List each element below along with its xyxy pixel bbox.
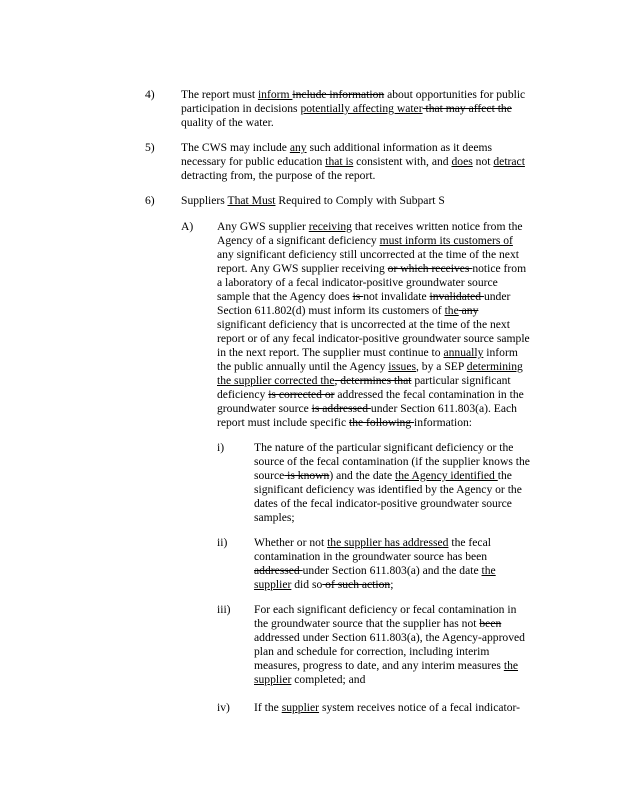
inserted-text: must inform its customers of [379,234,513,247]
inserted-text: any [289,141,307,154]
text-run: information: [414,416,473,429]
text-line [217,304,530,318]
inserted-text: That Must [227,194,276,207]
text-run: the fecal [448,536,491,549]
text-line [181,169,525,183]
text-run: consistent with, and [353,155,452,168]
item-text [181,88,525,130]
text-run: under [483,290,511,303]
text-run: detracting from, the purpose of the report. [181,169,376,182]
text-run: completed; and [291,673,366,686]
text-run: system receives notice of a fecal indicator- [319,701,521,714]
inserted-text: the supplier corrected the [217,374,335,387]
inserted-text: annually [443,346,484,359]
text-line [217,374,530,388]
inserted-text: supplier [281,701,320,714]
text-line [217,360,530,374]
text-line [254,511,530,525]
text-run: quality of the water. [181,116,274,129]
deleted-text: or which receives [387,262,473,275]
inserted-text: the [444,304,459,317]
text-run: report or of any fecal indicator-positive groundwater source sample [217,332,530,345]
text-run: not [472,155,494,168]
text-run: ) and the date [329,469,396,482]
deleted-text: the following [349,416,415,429]
text-line [217,290,530,304]
text-run: Whether or not [254,536,328,549]
deleted-text: is corrected or [268,388,335,401]
inserted-text: supplier [254,673,292,686]
text-run: in the next report. The supplier must continue to [217,346,444,359]
deleted-text: addressed [254,564,303,577]
text-line [181,88,525,102]
text-line [254,617,525,631]
text-run: deficiency [217,388,269,401]
inserted-text: receiving [308,220,352,233]
text-line [181,194,445,208]
text-line [217,332,530,346]
deleted-text: of such action [322,578,391,591]
item-text [181,141,525,183]
inserted-text: issues [388,360,416,373]
text-run: inform [483,346,518,359]
text-run: samples; [254,511,295,524]
text-line [181,155,525,169]
item-text [254,701,520,715]
inserted-text: potentially affecting water [300,102,423,115]
deleted-text: invalidated [429,290,484,303]
text-run: Suppliers [181,194,228,207]
inserted-text: the supplier has addressed [327,536,449,549]
text-line [254,701,520,715]
text-run: Agency of a significant deficiency [217,234,380,247]
text-line [217,262,530,276]
deleted-text: any [458,304,479,317]
deleted-text: been [479,617,502,630]
text-run: plan and schedule for correction, including interim [254,645,490,658]
text-run: source [254,469,285,482]
text-run: that receives written notice from the [351,220,523,233]
text-line [217,416,530,430]
item-number: i) [217,441,225,454]
text-run: The nature of the particular significant deficiency or the [254,441,514,454]
text-line [217,388,530,402]
text-run: report. Any GWS supplier receiving [217,262,388,275]
text-line [254,497,530,511]
text-run: source of the fecal contamination (if the supplier knows the [254,455,530,468]
text-line [217,220,530,234]
text-run: measures, progress to date, and any interim measures [254,659,504,672]
text-run: the public annually until the Agency [217,360,389,373]
text-run: sample that the Agency does [217,290,353,303]
text-line [181,102,525,116]
deleted-text: include information [292,88,385,101]
deleted-text: that may affect the [422,102,512,115]
deleted-text: is [352,290,364,303]
text-run: about opportunities for public [384,88,526,101]
text-line [254,603,525,617]
item-number: A) [181,220,194,233]
text-run: notice from [472,262,527,275]
text-run: any significant deficiency still uncorrected at the time of the next [217,248,519,261]
inserted-text: inform [257,88,293,101]
text-line [217,276,530,290]
text-run: , by a SEP [416,360,467,373]
item-number: iv) [217,701,230,714]
inserted-text: determining [466,360,523,373]
text-run: addressed the fecal contamination in the [334,388,524,401]
text-run: a laboratory of a fecal indicator-positive groundwater source [217,276,498,289]
text-run: such additional information as it deems [306,141,493,154]
text-line [217,318,530,332]
text-line [254,536,496,550]
item-number: iii) [217,603,231,616]
text-line [254,441,530,455]
text-run: under Section 611.803(a) and the date [302,564,482,577]
text-line [217,346,530,360]
text-line [254,578,496,592]
text-line [217,248,530,262]
text-line [181,116,525,130]
text-run: Required to Comply with Subpart S [275,194,445,207]
item-text [254,441,530,525]
text-run: For each significant deficiency or fecal contamination in [254,603,517,616]
text-run: The CWS may include [181,141,290,154]
text-run: If the [254,701,282,714]
text-run: particular significant [411,374,511,387]
text-run: Section 611.802(d) must inform its customers of [217,304,445,317]
text-run: groundwater source [217,402,312,415]
item-number: 5) [145,141,155,154]
text-run: significant deficiency was identified by the Agency or the [254,483,522,496]
text-line [254,631,525,645]
text-run: Any GWS supplier [217,220,309,233]
text-run: addressed under Section 611.803(a), the Agency-approved [254,631,525,644]
item-text [254,536,496,592]
inserted-text: supplier [254,578,292,591]
item-number: 4) [145,88,155,101]
text-line [254,483,530,497]
item-text [254,603,525,687]
text-line [254,455,530,469]
inserted-text: detract [493,155,525,168]
text-run: ; [390,578,394,591]
text-line [254,564,496,578]
text-line [254,469,530,483]
inserted-text: the [481,564,496,577]
inserted-text: does [451,155,473,168]
inserted-text: the [503,659,519,672]
item-text [181,194,445,208]
text-line [254,550,496,564]
text-run: not invalidate [363,290,430,303]
text-run: contamination in the groundwater source has been [254,550,488,563]
text-run: necessary for public education [181,155,326,168]
text-run: dates of the fecal indicator-positive groundwater source [254,497,512,510]
inserted-text: that is [325,155,354,168]
text-run: the groundwater source that the supplier has not [254,617,480,630]
text-run: under Section 611.803(a). Each [370,402,517,415]
text-line [217,234,530,248]
text-line [254,659,525,673]
text-line [217,402,530,416]
inserted-text: the Agency identified [395,469,498,482]
text-line [254,645,525,659]
deleted-text: is known [284,469,330,482]
item-text [217,220,530,430]
text-run: the [497,469,512,482]
text-run: The report must [181,88,258,101]
text-run: significant deficiency that is uncorrected at the time of the next [217,318,510,331]
deleted-text: is addressed [311,402,371,415]
deleted-text: , determines that [334,374,412,387]
item-number: 6) [145,194,155,207]
text-line [254,673,525,687]
text-run: did so [291,578,323,591]
text-line [181,141,525,155]
text-run: participation in decisions [181,102,301,115]
item-number: ii) [217,536,228,549]
text-run: report must include specific [217,416,349,429]
